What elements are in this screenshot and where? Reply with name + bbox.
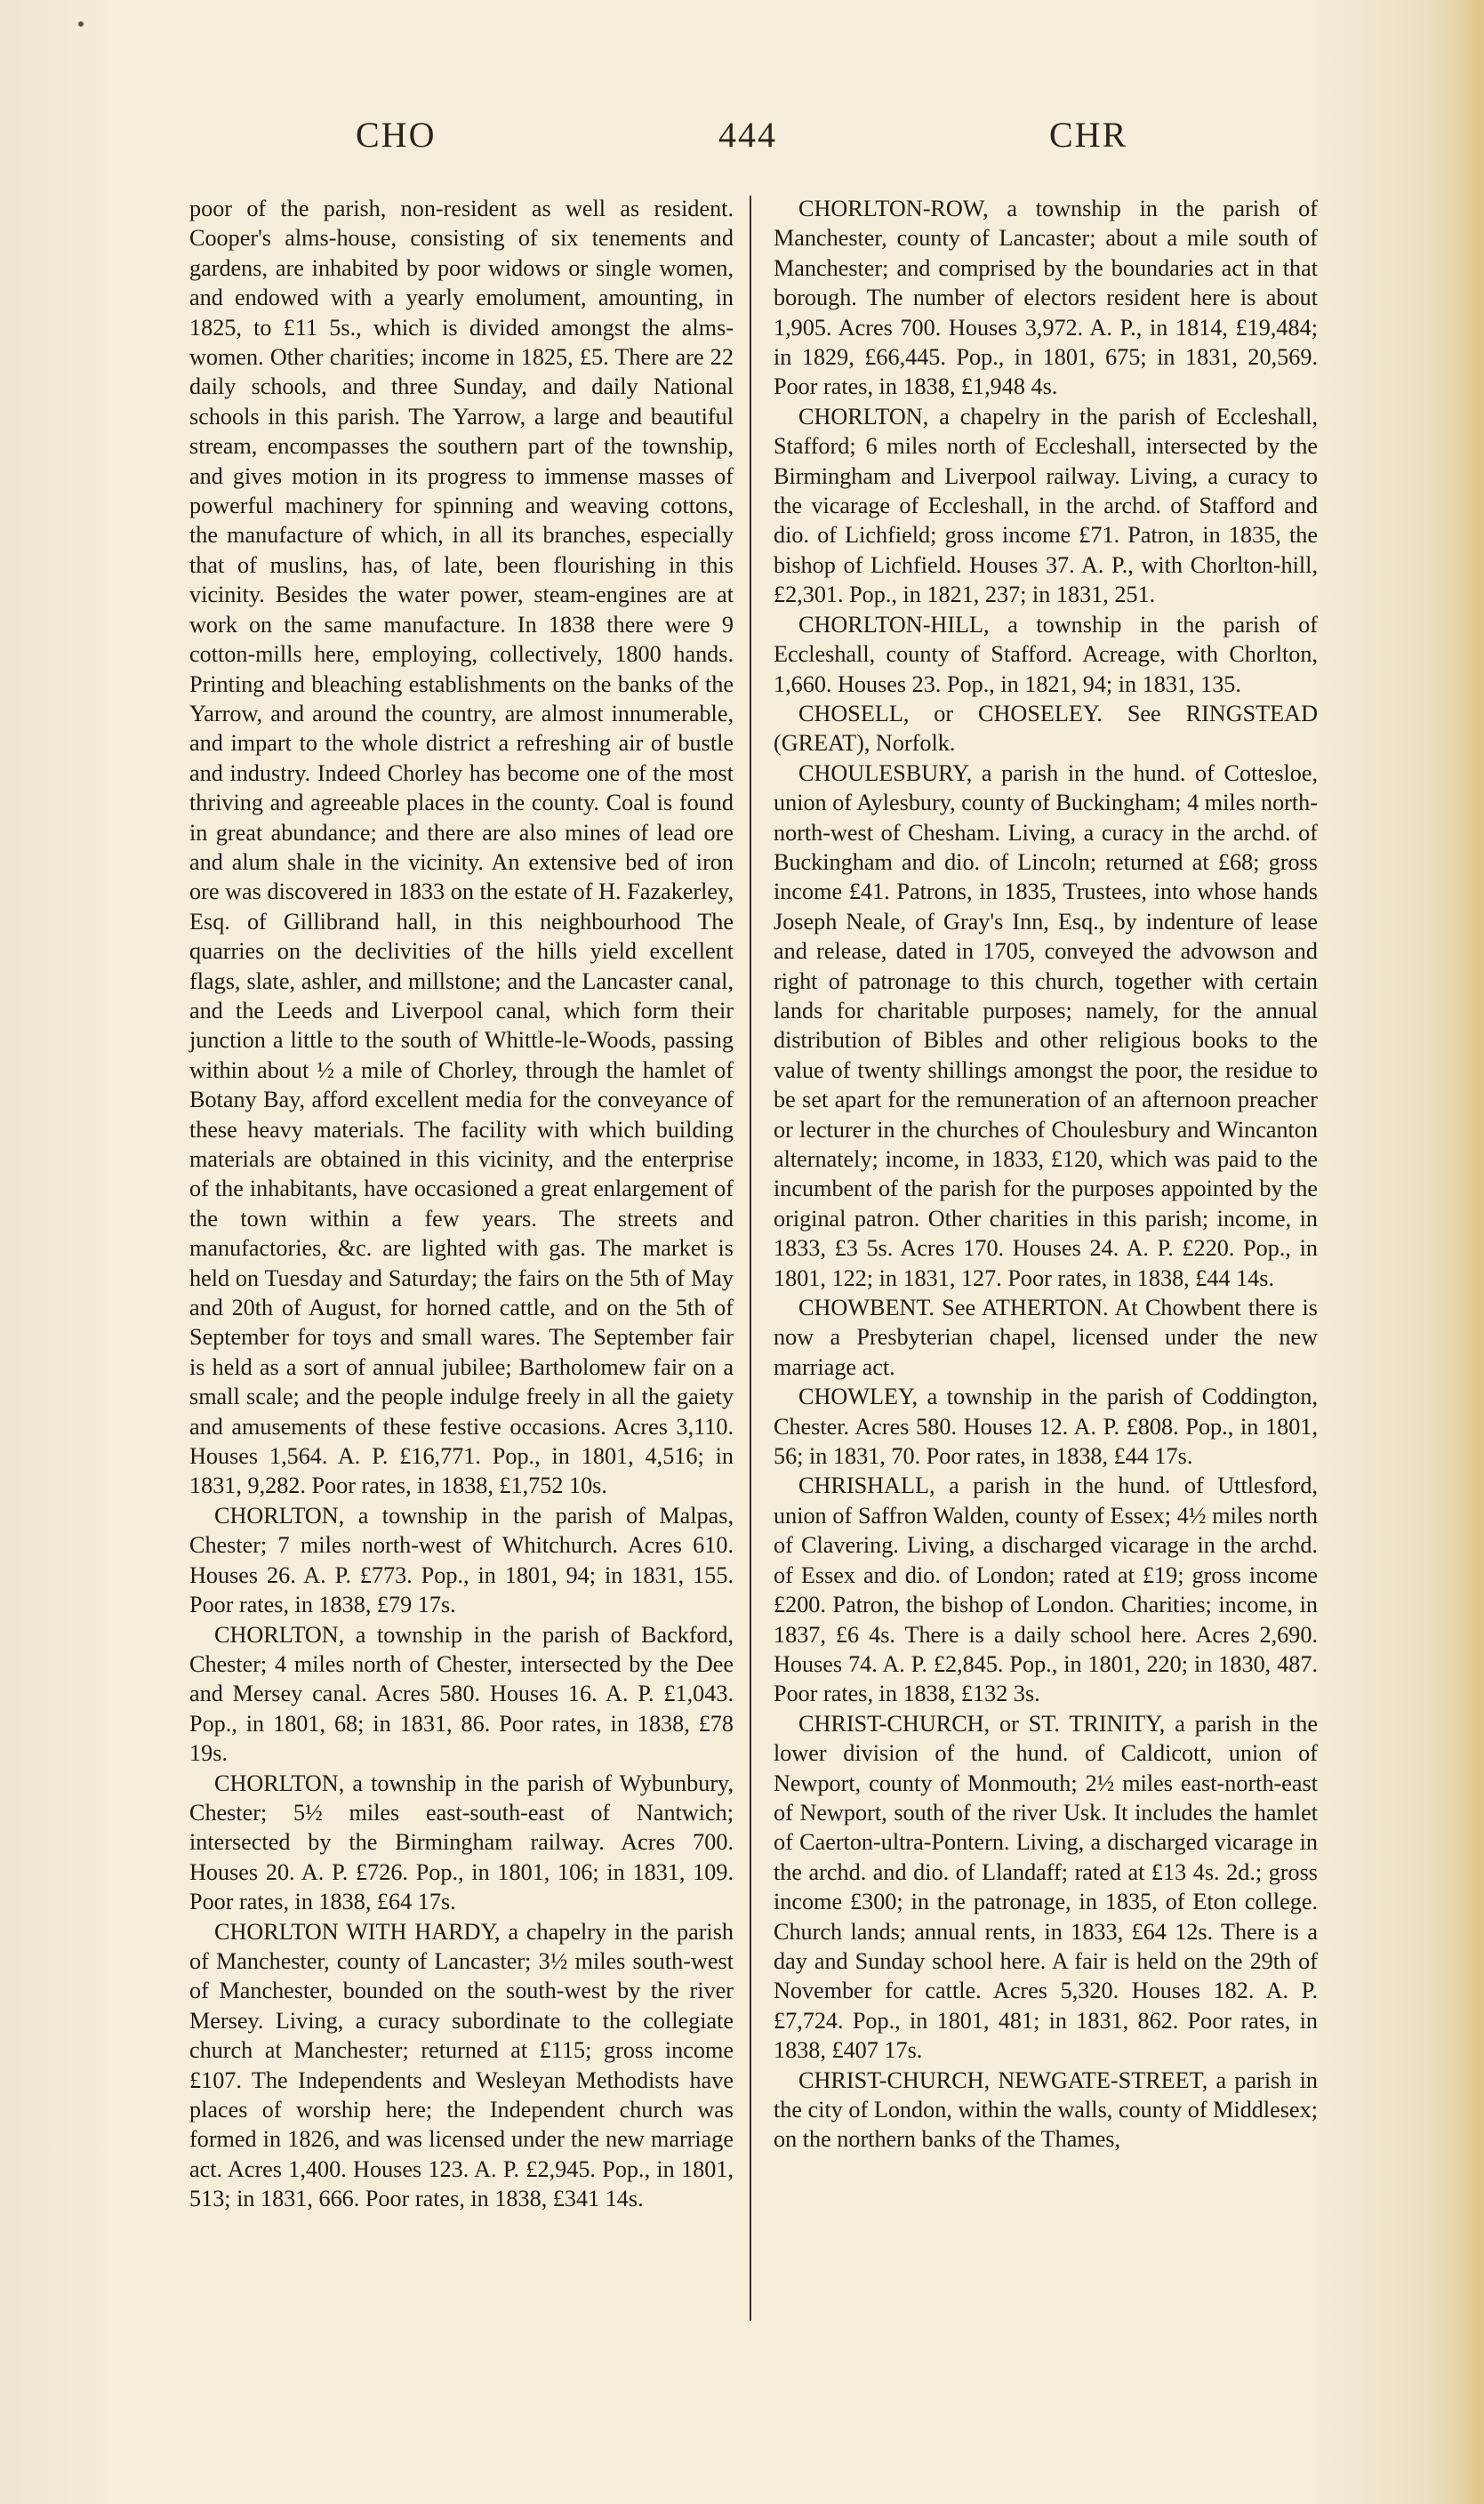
entry-text: CHORLTON-ROW, a township in the parish of Manchester, county of Lancaster; about a mile south of Manchester; and comprised by the boundaries act in that borough. The number of electors resident here is about 1,905. Acres 700. Houses 3,972. A. P., in 1814, £19,484; in 1829, £66,445. Pop., in 1801, 675; in 1831, 20,569. Poor rates, in 1838, £1,948 4s. bbox=[774, 196, 1318, 400]
entry-text: CHRIST-CHURCH, or ST. TRINITY, a parish in the lower division of the hund. of Caldicott, union of Newport, county of Monmouth; 2½ miles east-north-east of Newport, south of the river Usk. It includes the hamlet of Caerton-ultra-Pontern. Living, a discharged vicarage in the archd. and dio. of Llandaff; rated at £13 4s. 2d.; gross income £300; in the patronage, in 1835, of Eton college. Church lands; annual rents, in 1833, £64 12s. There is a day and Sunday school here. A fair is held on the 29th of November for cattle. Acres 5,320. Houses 182. A. P. £7,724. Pop., in 1801, 481; in 1831, 862. Poor rates, in 1838, £407 17s. bbox=[774, 1710, 1318, 2064]
print-speck bbox=[78, 21, 84, 27]
entry-text: CHOWBENT. See ATHERTON. At Chowbent there is now a Presbyterian chapel, licensed under the new marriage act. bbox=[774, 1295, 1318, 1380]
column-divider bbox=[750, 196, 751, 2321]
entry-text: CHORLTON, a township in the parish of Malpas, Chester; 7 miles north-west of Whitchurch. Acres 610. Houses 26. A. P. £773. Pop., in 1801, 94; in 1831, 155. Poor rates, in 1838, £79 17s. bbox=[189, 1502, 734, 1618]
entry-text: CHRISHALL, a parish in the hund. of Uttlesford, union of Saffron Walden, county of Essex; 4½ miles north of Clavering. Living, a discharged vicarage in the archd. of Essex and dio. of London; rated at £19; gross income £200. Patron, the bishop of London. Charities; income, in 1837, £6 4s. There is a daily school here. Acres 2,690. Houses 74. A. P. £2,845. Pop., in 1801, 220; in 1830, 487. Poor rates, in 1838, £132 3s. bbox=[774, 1473, 1318, 1707]
header-right-keyword: CHR bbox=[1049, 115, 1128, 155]
entry-text: CHRIST-CHURCH, NEWGATE-STREET, a parish in the city of London, within the walls, county of Middlesex; on the northern banks of the Thames, bbox=[774, 2067, 1318, 2153]
entry-text: poor of the parish, non-resident as well as resident. Cooper's alms-house, consisting of six tenements and gardens, are inhabited by poor widows or single women, and endowed with a yearly emolument, amounting, in 1825, to £11 5s., which is divided amongst the alms-women. Other charities; income in 1825, £5. There are 22 daily schools, and three Sunday, and daily National schools in this parish. The Yarrow, a large and beautiful stream, encompasses the southern part of the township, and gives motion in its progress to immense masses of powerful machinery for spinning and weaving cottons, the manufacture of which, in all its branches, especially that of muslins, has, of late, been flourishing in this vicinity. Besides the water power, steam-engines are at work on the same manufacture. In 1838 there were 9 cotton-mills here, employing, collectively, 1800 hands. Printing and bleaching establishments on the banks of the Yarrow, and around the country, are almost innumerable, and impart to the whole district a refreshing air of bustle and industry. Indeed Chorley has become one of the most thriving and agreeable places in the county. Coal is found in great abundance; and there are also mines of lead ore and alum shale in the vicinity. An extensive bed of iron ore was discovered in 1833 on the estate of H. Fazakerley, Esq. of Gillibrand hall, in this neighbourhood The quarries on the declivities of the hills yield excellent flags, slate, ashler, and millstone; and the Lancaster canal, and the Leeds and Liverpool canal, which form their junction a little to the south of Whittle-le-Woods, passing within about ½ a mile of Chorley, through the hamlet of Botany Bay, afford excellent media for the conveyance of these heavy materials. The facility with which building materials are obtained in this vicinity, and the enterprise of the inhabitants, have occasioned a great enlargement of the town within a few years. The streets and manufactories, &c. are lighted with gas. The market is held on Tuesday and Saturday; the fairs on the 5th of May and 20th of August, for horned cattle, and on the 5th of September for toys and small wares. The September fair is held as a sort of annual jubilee; Bartholomew fair on a small scale; and the people indulge freely in all the gaiety and amusements of these festive occasions. Acres 3,110. Houses 1,564. A. P. £16,771. Pop., in 1801, 4,516; in 1831, 9,282. Poor rates, in 1838, £1,752 10s. bbox=[189, 196, 734, 1499]
entry-text: CHORLTON-HILL, a township in the parish of Eccleshall, county of Stafford. Acreage, with Chorlton, 1,660. Houses 23. Pop., in 1821, 94; in 1831, 135. bbox=[774, 611, 1318, 697]
entry-text: CHOULESBURY, a parish in the hund. of Cottesloe, union of Aylesbury, county of Buckingham; 4 miles north-north-west of Chesham. Living, a curacy in the archd. of Buckingham and dio. of Lincoln; returned at £68; gross income £41. Patrons, in 1835, Trustees, into whose hands Joseph Neale, of Gray's Inn, Esq., by indenture of lease and release, dated in 1705, conveyed the advowson and right of patronage to this church, together with certain lands for charitable purposes; namely, for the annual distribution of Bibles and other religious books to the value of twenty shillings amongst the poor, the residue to be set apart for the remuneration of an afternoon preacher or lecturer in the churches of Choulesbury and Wincanton alternately; income, in 1833, £120, which was paid to the incumbent of the parish for the purposes appointed by the original patron. Other charities in this parish; income, in 1833, £3 5s. Acres 170. Houses 24. A. P. £220. Pop., in 1801, 122; in 1831, 127. Poor rates, in 1838, £44 14s. bbox=[774, 759, 1318, 1291]
entry-text: CHORLTON, a chapelry in the parish of Eccleshall, Stafford; 6 miles north of Eccleshall, intersected by the Birmingham and Liverpool railway. Living, a curacy to the vicarage of Eccleshall, in the archd. of Stafford and dio. of Lichfield; gross income £71. Patron, in 1835, the bishop of Lichfield. Houses 37. A. P., with Chorlton-hill, £2,301. Pop., in 1821, 237; in 1831, 251. bbox=[774, 403, 1318, 608]
entry-text: CHORLTON, a township in the parish of Backford, Chester; 4 miles north of Chester, intersected by the Dee and Mersey canal. Acres 580. Houses 16. A. P. £1,043. Pop., in 1801, 68; in 1831, 86. Poor rates, in 1838, £78 19s. bbox=[189, 1621, 734, 1767]
running-header bbox=[0, 114, 1484, 158]
entry-text: CHORLTON, a township in the parish of Wybunbury, Chester; 5½ miles east-south-east of Nantwich; intersected by the Birmingham railway. Acres 700. Houses 20. A. P. £726. Pop., in 1801, 106; in 1831, 109. Poor rates, in 1838, £64 17s. bbox=[189, 1770, 734, 1915]
left-column bbox=[189, 194, 734, 2346]
entry-text: CHORLTON WITH HARDY, a chapelry in the parish of Manchester, county of Lancaster; 3½ miles south-west of Manchester, bounded on the south-west by the river Mersey. Living, a curacy subordinate to the collegiate church at Manchester; returned at £115; gross income £107. The Independents and Wesleyan Methodists have places of worship here; the Independent church was formed in 1826, and was licensed under the new marriage act. Acres 1,400. Houses 123. A. P. £2,945. Pop., in 1801, 513; in 1831, 666. Poor rates, in 1838, £341 14s. bbox=[189, 1918, 734, 2212]
entry-text: CHOWLEY, a township in the parish of Coddington, Chester. Acres 580. Houses 12. A. P. £808. Pop., in 1801, 56; in 1831, 70. Poor rates, in 1838, £44 17s. bbox=[774, 1384, 1318, 1470]
header-left-keyword: CHO bbox=[356, 115, 437, 155]
right-column bbox=[774, 194, 1318, 2346]
page-edge-shadow bbox=[1448, 0, 1484, 2504]
page-number: 444 bbox=[718, 115, 777, 155]
entry-text: CHOSELL, or CHOSELEY. See RINGSTEAD (GREAT), Norfolk. bbox=[774, 700, 1318, 757]
